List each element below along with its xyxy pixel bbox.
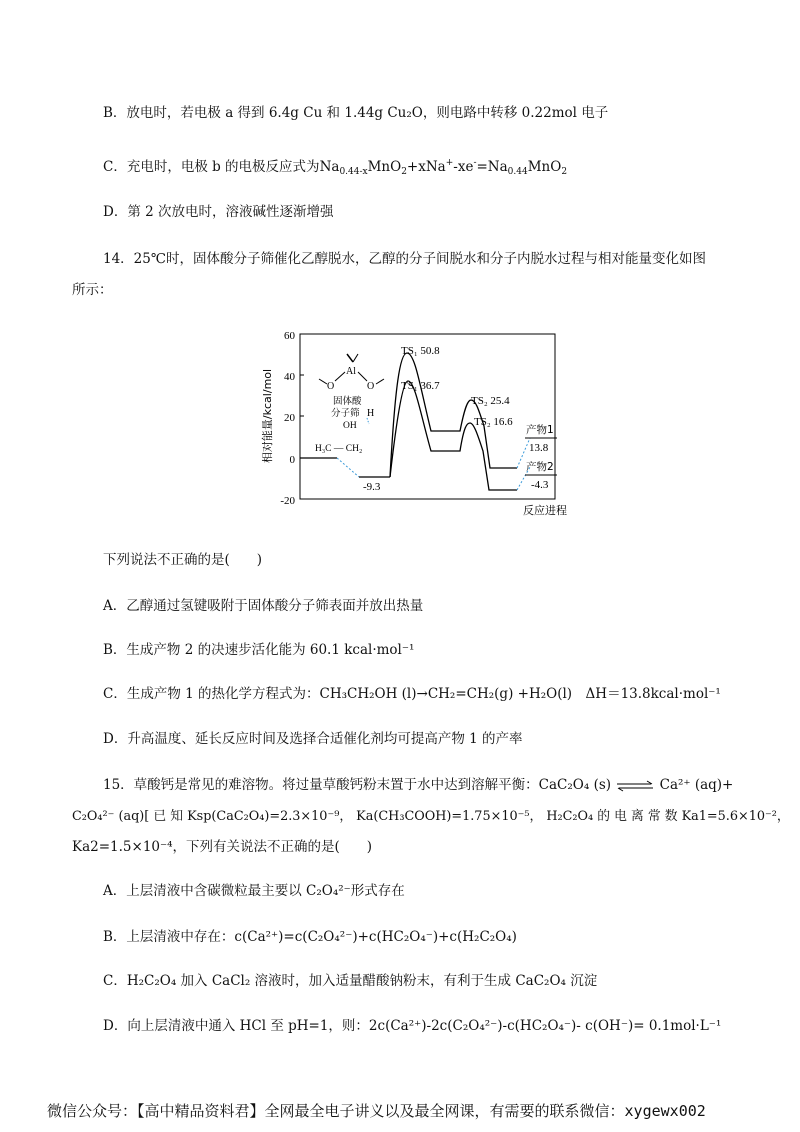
oh-label: OH xyxy=(343,421,357,431)
ts2-lower-label: TS₂ 16.6 xyxy=(474,416,513,428)
q14-option-b: B．生成产物 2 的决速步活化能为 60.1 kcal·mol⁻¹ xyxy=(103,642,415,658)
product2-value: -4.3 xyxy=(531,479,549,491)
q14-option-c: C．生成产物 1 的热化学方程式为：CH₃CH₂OH (l)→CH₂=CH₂(g) +H₂O(l) ΔH＝13.8kcal·mol⁻¹ xyxy=(103,686,721,702)
bond xyxy=(376,379,384,384)
equilibrium-arrow-icon xyxy=(615,780,655,792)
eq-sub: 2 xyxy=(561,167,568,177)
q14-option-d: D．升高温度、延长反应时间及选择合适催化剂均可提高产物 1 的产率 xyxy=(103,731,523,747)
pathway-upper xyxy=(390,353,517,477)
q14-stem-line1: 14．25℃时，固体酸分子筛催化乙醇脱水，乙醇的分子间脱水和分子内脱水过程与相对能量变化如图 xyxy=(103,251,706,267)
product2-label: 产物2 xyxy=(526,461,554,473)
footer-text: 微信公众号：【高中精品资料君】全网最全电子讲义以及最全网课，有需要的联系微信： xyxy=(47,1102,625,1120)
q14-option-a: A．乙醇通过氢键吸附于固体酸分子筛表面并放出热量 xyxy=(103,598,424,614)
q15-option-b: B．上层清液中存在：c(Ca²⁺)=c(C₂O₄²⁻)+c(HC₂O₄⁻)+c(H₂C₂O₄) xyxy=(103,929,517,945)
q15-stem-line2: C₂O₄²⁻ (aq)[ 已 知 Ksp(CaC₂O₄)=2.3×10⁻⁹， Ka(CH₃COOH)=1.75×10⁻⁵， H₂C₂O₄ 的 电 离 常 数 Ka1=5.6×10⁻²， xyxy=(72,809,790,824)
adsorption-connector xyxy=(337,458,359,477)
q14-stem-line2: 所示： xyxy=(72,282,113,298)
ytick-label: 60 xyxy=(284,330,295,342)
ytick-label: -20 xyxy=(280,495,295,507)
catalyst-label-1: 固体酸 xyxy=(333,396,362,407)
eq-sub: 0.44-x xyxy=(339,167,368,177)
bond xyxy=(358,372,367,381)
atom-o2: O xyxy=(367,381,375,392)
q13-option-c xyxy=(103,154,567,181)
q15-stem-part: Ca²⁺ (aq)+ xyxy=(659,777,734,793)
adsorb-value: -9.3 xyxy=(363,481,381,493)
product1-value: 13.8 xyxy=(529,442,549,454)
q13-option-b: B．放电时，若电极 a 得到 6.4g Cu 和 1.44g Cu₂O，则电路中转移 0.22mol 电子 xyxy=(103,105,609,121)
q15-stem-line3: Ka2=1.5×10⁻⁴，下列有关说法不正确的是( ) xyxy=(72,839,373,855)
q15-option-d: D．向上层清液中通入 HCl 至 pH=1，则：2c(Ca²⁺)-2c(C₂O₄²⁻)-c(HC₂O₄⁻)- c(OH⁻)= 0.1mol·L⁻¹ xyxy=(103,1018,722,1034)
eq-sub: 0.44 xyxy=(507,167,528,177)
ytick-label: 20 xyxy=(284,412,295,424)
eq-part: =Na xyxy=(476,159,508,175)
eq-part: +xNa xyxy=(406,159,446,175)
q15-option-c: C．H₂C₂O₄ 加入 CaCl₂ 溶液时，加入适量醋酸钠粉末，有利于生成 CaC₂O₄ 沉淀 xyxy=(103,973,598,989)
q13-option-d: D．第 2 次放电时，溶液碱性逐渐增强 xyxy=(103,204,334,220)
q14-question: 下列说法不正确的是( ) xyxy=(103,552,263,568)
eq-part: Na xyxy=(319,159,340,175)
energy-diagram xyxy=(255,326,585,520)
atom-h: H xyxy=(367,408,375,419)
ytick-label: 0 xyxy=(289,454,295,466)
ytick-label: 40 xyxy=(284,371,295,383)
bond xyxy=(319,379,327,384)
x-axis-label: 反应进程 xyxy=(523,504,567,517)
q15-option-a: A．上层清液中含碳微粒最主要以 C₂O₄²⁻形式存在 xyxy=(103,883,405,899)
footer-wechat-id: xygewx002 xyxy=(624,1102,706,1120)
eq-sup: + xyxy=(445,158,454,168)
eq-sub: 2 xyxy=(401,167,407,177)
q15-stem-part: 15．草酸钙是常见的难溶物。将过量草酸钙粉末置于水中达到溶解平衡：CaC₂O₄ (s) xyxy=(103,777,612,793)
catalyst-label-2: 分子筛 xyxy=(331,408,360,419)
q13-option-c-prefix: C．充电时，电极 b 的电极反应式为 xyxy=(103,159,320,175)
bond xyxy=(353,354,358,362)
product1-label: 产物1 xyxy=(526,424,554,436)
eq-part: MnO xyxy=(527,159,562,175)
eq-part: MnO xyxy=(367,159,402,175)
y-axis-label: 相对能量/kcal/mol xyxy=(261,368,274,464)
bond-wedge xyxy=(347,354,353,362)
atom-al: Al xyxy=(346,366,356,377)
ethanol-label: H₃C — CH₂ xyxy=(315,444,363,454)
atom-o1: O xyxy=(327,381,335,392)
eq-part: -xe xyxy=(453,159,474,175)
bond xyxy=(335,372,345,381)
ts2-upper-label: TS₂ 25.4 xyxy=(471,395,510,407)
ts1-upper-label: TS₁ 50.8 xyxy=(401,345,440,357)
eq-sup: - xyxy=(473,158,477,168)
q15-stem-line1 xyxy=(103,776,733,794)
ts1-lower-label: TS₁ 36.7 xyxy=(401,380,440,392)
footer xyxy=(47,1100,706,1121)
